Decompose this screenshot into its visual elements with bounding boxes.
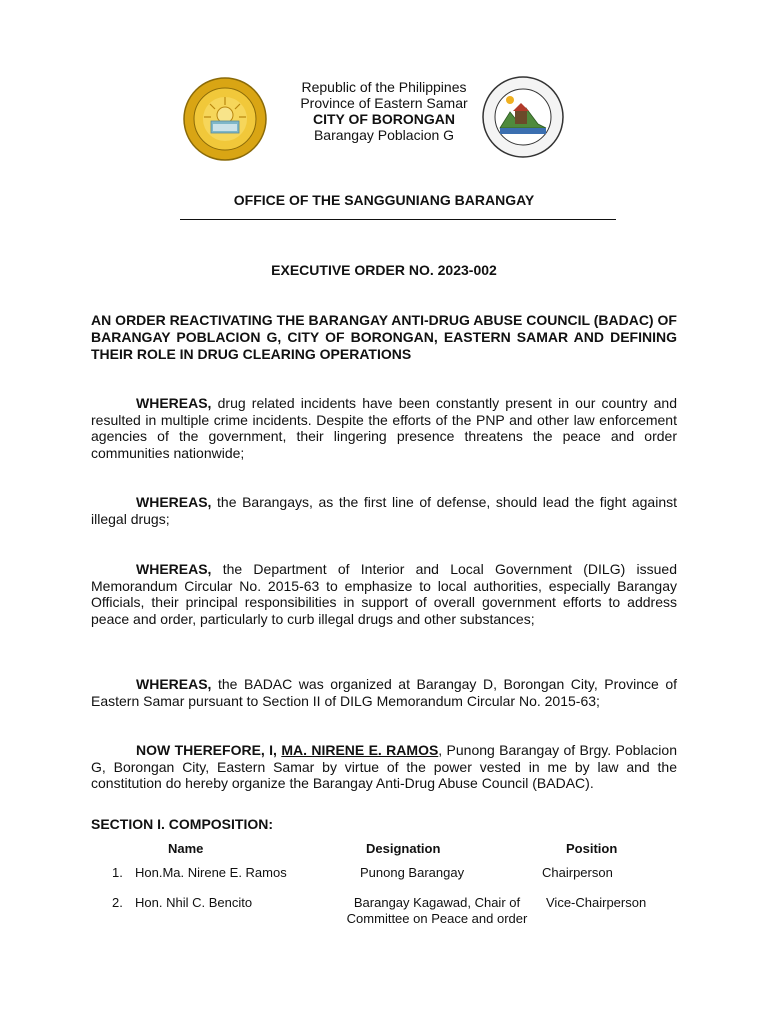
whereas-text: the Department of Interior and Local Government (DILG) issued Memorandum Circular No. 2015-63 to emphasize to local authorities, especially Barangay Officials, their principal responsibilities in support of overall government efforts to address peace and order, particularly to curb illegal drugs and other substances; xyxy=(91,561,677,627)
whereas-paragraph-1 xyxy=(91,395,677,461)
province-line: Province of Eastern Samar xyxy=(300,95,468,111)
whereas-paragraph-3 xyxy=(91,561,677,627)
office-title: OFFICE OF THE SANGGUNIANG BARANGAY xyxy=(233,192,535,208)
borongan-city-seal xyxy=(183,77,267,161)
section-title: SECTION I. COMPOSITION: xyxy=(91,816,274,832)
column-header-name: Name xyxy=(168,841,204,856)
member-designation: Barangay Kagawad, Chair of Committee on Peace and order xyxy=(346,895,528,926)
now-therefore-text: , Punong Barangay of Brgy. Poblacion G, Borongan City, Eastern Samar by virtue of the power vested in me by law and the constitution do hereby organize the Barangay Anti-Drug Abuse Council (BADAC). xyxy=(91,742,677,791)
executive-order-number: EXECUTIVE ORDER NO. 2023-002 xyxy=(271,262,497,278)
now-therefore-lead: NOW THEREFORE, I, xyxy=(136,742,282,758)
whereas-paragraph-4 xyxy=(91,676,677,709)
whereas-text: the BADAC was organized at Barangay D, Borongan City, Province of Eastern Samar pursuant to Section II of DILG Memorandum Circular No. 2015-63; xyxy=(91,676,677,709)
punong-barangay-name: MA. NIRENE E. RAMOS xyxy=(281,742,439,758)
barangay-g-seal xyxy=(482,76,564,158)
header-divider xyxy=(180,219,616,220)
member-name: Hon. Nhil C. Bencito xyxy=(135,895,253,910)
row-number: 2. xyxy=(112,895,123,910)
city-line: CITY OF BORONGAN xyxy=(312,111,456,127)
now-therefore-paragraph xyxy=(91,742,677,792)
whereas-lead: WHEREAS, xyxy=(136,494,212,510)
whereas-paragraph-2 xyxy=(91,494,677,527)
whereas-lead: WHEREAS, xyxy=(136,676,212,692)
column-header-position: Position xyxy=(566,841,618,856)
member-position: Chairperson xyxy=(542,865,613,880)
whereas-lead: WHEREAS, xyxy=(136,395,212,411)
republic-line: Republic of the Philippines xyxy=(301,79,467,95)
member-designation: Punong Barangay xyxy=(360,865,465,880)
whereas-text: the Barangays, as the first line of defense, should lead the fight against illegal drugs; xyxy=(91,494,677,527)
order-title: AN ORDER REACTIVATING THE BARANGAY ANTI-DRUG ABUSE COUNCIL (BADAC) OF BARANGAY POBLACION G, CITY OF BORONGAN, EASTERN SAMAR AND DEFINING THEIR ROLE IN DRUG CLEARING OPERATIONS xyxy=(91,312,677,362)
whereas-lead: WHEREAS, xyxy=(136,561,212,577)
column-header-designation: Designation xyxy=(366,841,441,856)
member-name: Hon.Ma. Nirene E. Ramos xyxy=(135,865,287,880)
member-position: Vice-Chairperson xyxy=(546,895,647,910)
row-number: 1. xyxy=(112,865,123,880)
barangay-line: Barangay Poblacion G xyxy=(313,127,455,143)
whereas-text: drug related incidents have been constantly present in our country and resulted in multiple crime incidents. Despite the efforts of the PNP and other law enforcement agencies of the government, their lingering presence threatens the peace and order communities nationwide; xyxy=(91,395,677,461)
